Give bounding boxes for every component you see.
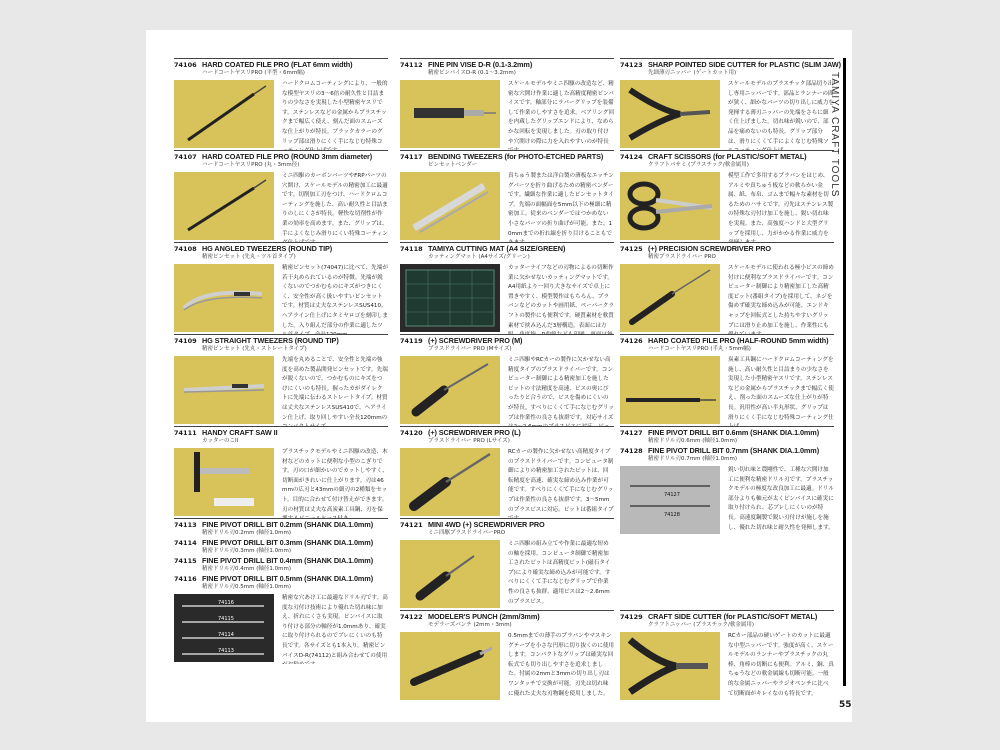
- pin-vise-image: [400, 80, 500, 148]
- straight-tweezers-image: [174, 356, 274, 424]
- product-code: 74129: [620, 613, 643, 621]
- product-subtitle: 先細薄刃ニッパー (ゲートカット用): [648, 70, 737, 76]
- product-code: 74112: [400, 61, 423, 69]
- product-code: 74122: [400, 613, 423, 621]
- bit-label: 74114: [218, 632, 234, 638]
- file-half-round-image: [620, 356, 720, 424]
- product-title: HG STRAIGHT TWEEZERS (ROUND TIP): [202, 336, 339, 345]
- product-title: TAMIYA CUTTING MAT (A4 SIZE/GREEN): [428, 244, 566, 253]
- product-subtitle: カッティングマット (A4サイズ/グリーン): [428, 254, 530, 260]
- product-subtitle: プラスドライバー PRO (Mサイズ): [428, 346, 512, 352]
- product-card-74124: [620, 150, 834, 242]
- product-title: CRAFT SCISSORS (for PLASTIC/SOFT METAL): [648, 152, 807, 161]
- cutting-mat-image: [400, 264, 500, 332]
- bit-label: 74115: [218, 616, 234, 622]
- product-description: 炭素工具鋼にハードクロムコーティングを施し、高い耐久性と目詰まりの少なさを実現した小型精密ヤスリです。ステンレスなどの金属からプラスチックまで幅広く使え、削った面のスムーズな仕上がりが特長。汎用性が高い半丸形状、グリップは滑りにくく手になじむ特殊コーティング仕: [728, 357, 834, 421]
- product-description: 精密ピンセット(74047)に比べて、先端が若干丸められているのが特徴。先端が鋭くないのでつかむものにキズがつきにくく、安全性が高く扱いやすいピンセットです。材質は丈夫なステンレスSUS410。ヘアライン仕上げにタミヤロゴを刻印しました。入り組んだ部分の作業に適したツ: [282, 265, 388, 329]
- product-title: FINE PIVOT DRILL BIT 0.6mm (SHANK DIA.1.0mm): [648, 428, 820, 437]
- product-card-74117: [400, 150, 614, 242]
- product-description: カッターナイフなどの刃物によるの切断作業に欠かせないカッティングマットです。A4用紙より一回り大きなサイズで卓上に置きやすく、模型製作はもちろん、プラバンなどのカットや画用紙、ペーパークラフトの製作にも便利です。硬質素材を軟質素材で挟み込んだ3層構造。表面には方: [508, 265, 614, 329]
- drill-bits-image: [174, 594, 274, 662]
- product-title: FINE PIN VISE D-R (0.1-3.2mm): [428, 60, 533, 69]
- product-subtitle: 精密ドリル刃0.7mm (軸径1.0mm): [648, 456, 737, 462]
- product-code: 74109: [174, 337, 197, 345]
- product-title: SHARP POINTED SIDE CUTTER for PLASTIC (SLIM JAW): [648, 60, 841, 69]
- bit-label: 74128: [664, 512, 680, 518]
- product-description: 0.5mmまでの薄手のプラバンやマスキングテープを小さな円形に切り抜くのに使用します。コンパクトなグリップは確実な回転式でも切り出しやすさを追求しました。付属の2mmと3mmの切り出し刃はワンタッチで交換が可能。刃先は切れ味に優れた丈夫な刃物鋼を使用しました。: [508, 633, 614, 697]
- file-flat-image: [174, 80, 274, 148]
- product-subtitle: ミニ四駆プラスドライバーPRO: [428, 530, 506, 536]
- screwdriver-l-image: [400, 448, 500, 516]
- mini4wd-screwdriver-image: [400, 540, 500, 608]
- product-card-74120: [400, 426, 614, 518]
- product-card-74129: [620, 610, 834, 702]
- product-description: ハードクロムコーティングにより、一般的な模型ヤスリの3～6倍の耐久性と目詰まりの少なさを実現した小型精密ヤスリです。ステンレスなどの金属からプラスチックまで幅広く使え、刻んだ面のスムーズな仕上がりが特長。ブラックカラーのグリップ部は滑りにくく手になじむ特殊コ: [282, 81, 388, 145]
- product-code: 74117: [400, 153, 423, 161]
- modelers-punch-image: [400, 632, 500, 700]
- product-subtitle: ハードコートヤスリPRO (丸・3mm径): [202, 162, 300, 168]
- product-description: 鋭い切れ味と農剛性で、工種な穴開け加工に便利な精密ドリル刃です。プラスチックモデルの極度な改良加工に最適。ドリル部分よりも軸元が太くピンバイスに確実に取り付けられ、芯ブレしにくいのが特長。高速度鋼製で鋭い刃付けが施しを施し、優れた切れ味と耐久性を発揮します。: [728, 467, 834, 531]
- product-subtitle: 精密ドリル刃0.5mm (軸径1.0mm): [202, 584, 291, 590]
- product-code: 74125: [620, 245, 643, 253]
- product-card-74106: [174, 58, 388, 150]
- product-description: スケールモデルのプラスチック部品切り出し専用ニッパーです。部品とランナーの間が狭く、細かなパーツの切り出しに威力を発揮する薄刃ニッパーの先端をさらに細く仕上げました。切れ味が鋭いので、部品を痛めないのも特長。グリップ部分は、滑りにくくて手によくなじむ特殊ソ: [728, 81, 834, 145]
- product-subtitle: ピンセットベンダー: [428, 162, 478, 168]
- product-card-74125: [620, 242, 834, 334]
- product-code: 74111: [174, 429, 197, 437]
- product-title: HARD COATED FILE PRO (ROUND 3mm diameter): [202, 152, 373, 161]
- product-subtitle: カッターのこII: [202, 438, 239, 444]
- product-title: CRAFT SIDE CUTTER (for PLASTIC/SOFT METAL): [648, 612, 818, 621]
- bending-tweezers-image: [400, 172, 500, 240]
- drill-bits-image: [620, 466, 720, 534]
- product-code: 74128: [620, 447, 643, 455]
- product-subtitle: 精密ピンバイスD-R (0.1～3.2mm): [428, 70, 516, 76]
- product-title: BENDING TWEEZERS (for PHOTO-ETCHED PARTS): [428, 152, 604, 161]
- craft-side-cutter-image: [620, 632, 720, 700]
- product-title: (+) PRECISION SCREWDRIVER PRO: [648, 244, 771, 253]
- product-code: 74108: [174, 245, 197, 253]
- product-subtitle: 精密ドリル刃0.4mm (軸径1.0mm): [202, 566, 291, 572]
- product-title: FINE PIVOT DRILL BIT 0.3mm (SHANK DIA.1.0mm): [202, 538, 374, 547]
- product-code: 74123: [620, 61, 643, 69]
- screwdriver-m-image: [400, 356, 500, 424]
- product-code: 74118: [400, 245, 423, 253]
- product-subtitle: 精密プラスドライバー PRO: [648, 254, 716, 260]
- product-subtitle: 精密ピンセット (先丸・ストレートタイプ): [202, 346, 307, 352]
- product-card-74126: [620, 334, 834, 426]
- product-card-74113: [174, 518, 388, 664]
- product-subtitle: 精密ドリル刃0.6mm (軸径1.0mm): [648, 438, 737, 444]
- product-description: 真ちゅう製または洋白製の薄板なエッチングパーツを折り曲げるための精密ベンダーです。繊細な作業に適したピンセットタイプ。先端の面幅面を5mm以下の極細に精密加工。従来のベンダーではつかめない小さなパーツの折り曲げが可能。また、10mmまでの折れ線を折り目けることもで: [508, 173, 614, 237]
- product-subtitle: 精密ピンセット (先丸・ツル首タイプ): [202, 254, 296, 260]
- product-card-74109: [174, 334, 388, 426]
- product-description: ミニ四駆の組み立てや作業に最適な短めの軸を採用。コンピュータ制御で精密加工されたビットは高精度ビット(磁石タイプ)により確実な締め込みが可能です。すべりにくくて手になじむグリップで作業性の良さも抜群。適用ビスは2～2.6mmのプラスビス。: [508, 541, 611, 605]
- precision-screwdriver-image: [620, 264, 720, 332]
- product-subtitle: 精密ドリル刃0.3mm (軸径1.0mm): [202, 548, 291, 554]
- product-subtitle: クラフトバサミ (プラスチック/軟金属用): [648, 162, 749, 168]
- product-code: 74116: [174, 575, 197, 583]
- product-title: HANDY CRAFT SAW II: [202, 428, 278, 437]
- product-card-74112: [400, 58, 614, 150]
- product-code: 74127: [620, 429, 643, 437]
- product-title: HG ANGLED TWEEZERS (ROUND TIP): [202, 244, 333, 253]
- product-title: (+) SCREWDRIVER PRO (L): [428, 428, 521, 437]
- product-title: FINE PIVOT DRILL BIT 0.5mm (SHANK DIA.1.0mm): [202, 574, 374, 583]
- product-title: FINE PIVOT DRILL BIT 0.4mm (SHANK DIA.1.0mm): [202, 556, 374, 565]
- product-code: 74119: [400, 337, 423, 345]
- product-card-74122: [400, 610, 614, 702]
- product-subtitle: ハードコートヤスリPRO (半丸・5mm幅): [648, 346, 751, 352]
- bit-label: 74116: [218, 600, 234, 606]
- product-subtitle: クラフトニッパー (プラスチック/軟金属用): [648, 622, 755, 628]
- product-description: 精密な穴あけ工に最適なドリル刃です。高度な刃付け技術により優れた切れ味に加え、折れにくさも実現。ピンバイスに取り付ける部分の軸径が1.0mmあり、確実に取り付けられるのでブレにくいのも特長です。各サイズとも1本入り。精密ピンバイスD-R(74112)と組み合わせての使用: [282, 595, 388, 659]
- craft-saw-image: [174, 448, 274, 516]
- bit-label: 74113: [218, 648, 234, 654]
- product-code: 74114: [174, 539, 197, 547]
- product-card-74108: [174, 242, 388, 334]
- product-code: 74107: [174, 153, 197, 161]
- product-subtitle: ハードコートヤスリPRO (平型・6mm幅): [202, 70, 305, 76]
- craft-scissors-image: [620, 172, 720, 240]
- product-title: HARD COATED FILE PRO (FLAT 6mm width): [202, 60, 353, 69]
- product-description: プラスチックモデルやミニ四駆の改造、木材などのカットに便利な小型のこぎりです。刃の口が細かいのでカットしやすく、切断面がきれいに仕上がります。刃は46mmの広刃と43mmの細刃の2種類をセット。目的に合わせて付け替えができます。刃の材質は丈夫な高炭素工具鋼、刃を保: [282, 449, 388, 513]
- side-divider: [843, 58, 846, 686]
- product-title: (+) SCREWDRIVER PRO (M): [428, 336, 523, 345]
- product-description: 模型工作で多用するプラバンをはじめ、アルミや真ちゅう板などの軟らかい金属、紙、布帛、ゴムまで幅々な素材を切るためのハサミです。刃先はステンレス製の特殊な刃付け加工を施し、鋭い切れ味を実現。また、高強度ハンドと大型グリップを採用し、力がかかる作業に威力を: [728, 173, 834, 237]
- product-description: 先端を丸めることで、安全性と先端の強度を高めた製品開発ピンセットです。先端が鋭くないので、つかむものにキズをつけにくいのも特長。握ったカがダイレクトに先端に伝わるストレートタイプ。材質は丈夫なステンレスSUS410で、ヘアライン仕上げ。取り回しやすい全長120mmの: [282, 357, 388, 421]
- product-code: 74113: [174, 521, 197, 529]
- product-description: ミニ四駆のカーボンパーツやFRPパーツの穴開け、スケールモデルの精密加工に最適です。切削加工刃をつけ、ハードクロムコーティングを施した、高い耐久性と目詰まりのしにくさが特長。軽快な切削性が作業の効率を高めます。また、グリップは、手によくなじみ滑りにくい特殊コーティン: [282, 173, 388, 237]
- product-title: MINI 4WD (+) SCREWDRIVER PRO: [428, 520, 545, 529]
- product-subtitle: 精密ドリル刃0.2mm (軸径1.0mm): [202, 530, 291, 536]
- page-number: 55: [839, 700, 852, 710]
- side-section-label: TAMIYA CRAFT TOOLS: [829, 72, 840, 198]
- product-card-74111: [174, 426, 388, 518]
- product-subtitle: モデラーズパンチ (2mm・3mm): [428, 622, 512, 628]
- product-code: 74124: [620, 153, 643, 161]
- product-description: スケールモデルやミニ四駆の改造など、精密な穴開け作業に適した高精度精密ピンバイスです。軸部分にラバーグリップを装備して作業のしやすさを追求。ベアリング回を内蔵したグリップエンドにより、なめらかな回転を実現しました。刃の取り付けや穴開けの際に力を入れやすいのが特長: [508, 81, 614, 145]
- product-description: RCカー部品の硬いゲートのカットに最適な中型ニッパーです。強度が高く、スケールモデルのランナーやプラスチックの丸棒、角棒の切断にも便利。アルミ、銅、真ちゅうなどの軟金属線も切断可能。一般的な金属ニッパーやラジオペンチに比べて切断面がキレイなのも特長です。: [728, 633, 834, 697]
- product-title: FINE PIVOT DRILL BIT 0.2mm (SHANK DIA.1.0mm): [202, 520, 374, 529]
- product-description: ミニ四駆やRCカーの製作に欠かせない高精度タイプのプラスドライバーです。コンピューター制御による精密加工を施したビットの寸法精度を高速、ビスの奥にぴったりと合うので、ビスを傷めにくいのが特長。すべりにくくて手になじむグリップは作業性の良さも抜群です。対応サイズ: [508, 357, 614, 421]
- product-subtitle: プラスドライバー PRO (Lサイズ): [428, 438, 510, 444]
- product-code: 74115: [174, 557, 197, 565]
- product-card-74127: [620, 426, 834, 536]
- angled-tweezers-image: [174, 264, 274, 332]
- product-card-74119: [400, 334, 614, 426]
- product-code: 74120: [400, 429, 423, 437]
- bit-label: 74127: [664, 492, 680, 498]
- catalog-page: [146, 30, 852, 722]
- product-title: HARD COATED FILE PRO (HALF-ROUND 5mm width): [648, 336, 829, 345]
- product-code: 74106: [174, 61, 197, 69]
- product-description: スケールモデルに使われる極小ビスの締め付けに便利なプラスドライバーです。コンピューター制御により精密加工した高精度ビット(番組タイプ)を採用して、ネジを傷めず確実な締め込みが可能。エンドキャップを回転式とした持ちやすいグリップには滑り止め加工を施し、作業性にも: [728, 265, 834, 329]
- product-code: 74126: [620, 337, 643, 345]
- product-description: RCカーの製作に欠かせない高精度タイプのプラスドライバーです。コンピュータ制御によりの精密加工されたビットは、回転精度を高速、確実な締め込み作業が可能です。すべりにくくて手になじむグリップは作業性の良さも抜群です。3～5mmのプラスビスに対応。ビットは番組タイプ: [508, 449, 614, 513]
- product-title: MODELER'S PUNCH (2mm/3mm): [428, 612, 540, 621]
- product-card-74121: [400, 518, 614, 610]
- product-card-74118: [400, 242, 614, 334]
- file-round-image: [174, 172, 274, 240]
- product-code: 74121: [400, 521, 423, 529]
- side-cutter-slim-image: [620, 80, 720, 148]
- product-title: FINE PIVOT DRILL BIT 0.7mm (SHANK DIA.1.0mm): [648, 446, 820, 455]
- product-card-74107: [174, 150, 388, 242]
